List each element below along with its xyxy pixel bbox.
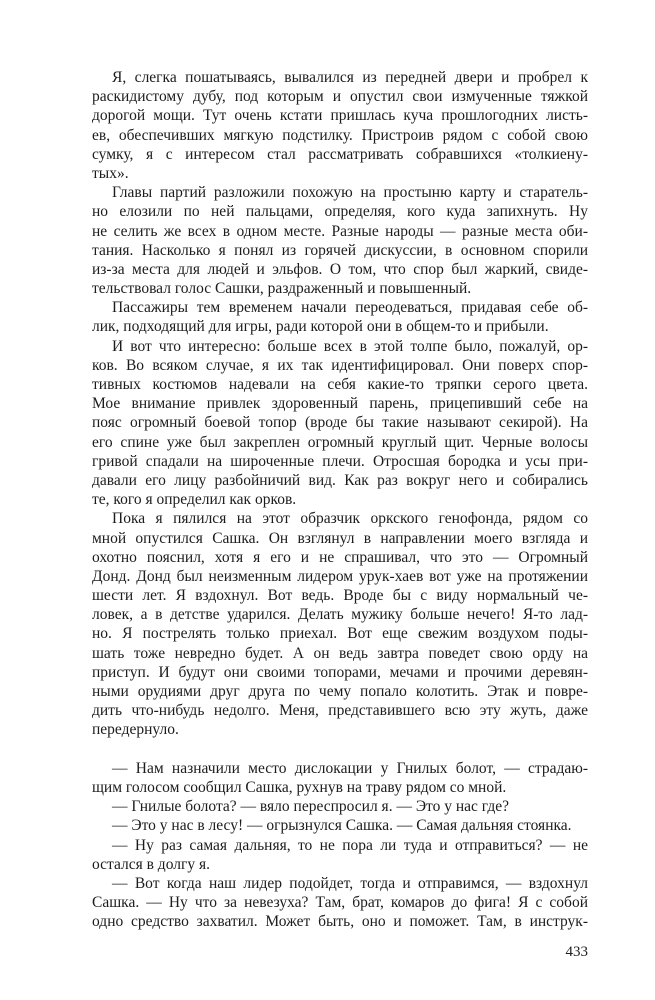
paragraph [92, 509, 588, 739]
text-line: дорогой мощи. Тут очень кстати пришлась куча прошлогодних листь- [92, 107, 588, 125]
text-line: — Ну раз самая дальняя, то не пора ли туда и отправиться? — не [112, 836, 588, 854]
paragraph [92, 759, 588, 797]
text-line: ков. Во всяком случае, я их так идентифицировал. Они поверх спор- [92, 356, 588, 374]
text-line: — Нам назначили место дислокации у Гнилых болот, — страдаю- [112, 759, 588, 777]
text-line: тельствовал голос Сашки, раздраженный и повышенный. [92, 280, 472, 298]
text-line: И вот что интересно: больше всех в этой толпе было, пожалуй, ор- [112, 337, 588, 355]
paragraph [92, 298, 588, 336]
text-line: мной опустился Сашка. Он взглянул в направлении моего взгляда и [92, 529, 588, 547]
text-line: пояс огромный боевой топор (вроде бы такие называют секирой). На [92, 414, 588, 432]
text-line: шать тоже невредно будет. А он ведь завтра поведет свою орду на [92, 644, 588, 662]
text-line: его спине уже был закреплен огромный круглый щит. Черные волосы [92, 433, 588, 451]
text-line: но елозили по ней пальцами, определяя, кого куда запихнуть. Ну [92, 203, 588, 221]
page-number: 433 [565, 944, 588, 960]
text-line: Сашка. — Ну что за невезуха? Там, брат, комаров до фига! Я с собой [92, 894, 588, 912]
body-text [92, 68, 588, 931]
text-line: шести лет. Я вздохнул. Вот ведь. Вроде бы с виду нормальный че- [92, 587, 588, 605]
text-line: но. Я пострелять только приехал. Вот еще свежим воздухом поды- [92, 625, 588, 643]
text-line: одно средство захватил. Может быть, оно и поможет. Там, в инструк- [92, 913, 588, 931]
paragraph [92, 836, 588, 874]
text-line: Пассажиры тем временем начали переодеваться, придавая себе об- [112, 299, 588, 317]
text-line: приступ. И будут они своими топорами, мечами и прочими деревян- [92, 663, 588, 681]
text-line: остался в долгу я. [92, 855, 210, 873]
text-line: тых». [92, 164, 129, 182]
text-line: тивных костюмов надевали на себя какие-то тряпки серого цвета. [92, 376, 588, 393]
paragraph [92, 337, 588, 510]
text-line: из-за места для людей и эльфов. О том, что спор был жаркий, свиде- [92, 260, 588, 278]
text-line: не селить же всех в одном месте. Разные народы — разные места оби- [92, 222, 588, 240]
text-line: ев, обеспечивших мягкую подстилку. Пристроив рядом с собой свою [92, 126, 588, 144]
paragraph [92, 68, 588, 183]
paragraph [92, 816, 588, 835]
text-line: передернуло. [92, 721, 179, 739]
text-line: давали его лицу разбойничий вид. Как раз вокруг него и собирались [92, 471, 588, 489]
text-line: Пока я пялился на этот образчик оркского генофонда, рядом со [112, 510, 588, 528]
text-line: раскидистому дубу, под которым и опустил свои измученные тяжкой [92, 88, 588, 106]
text-line: Донд. Донд был неизменным лидером урук-хаев вот уже на протяжении [92, 567, 588, 585]
text-line: те, кого я определил как орков. [92, 491, 297, 509]
text-line: лик, подходящий для игры, ради которой они в общем-то и прибыли. [92, 318, 549, 336]
text-line: Мое внимание привлек здоровенный парень, прицепивший себе на [92, 395, 588, 413]
text-line: дить что-нибудь недолго. Меня, представившего всю эту жуть, даже [92, 702, 588, 720]
text-section [92, 68, 588, 740]
text-line: ными орудиями друг друга по чему попало колотить. Этак и повре- [92, 683, 588, 700]
text-line: охотно пояснил, хотя я его и не спрашивал, что это — Огромный [92, 548, 588, 566]
text-line: — Гнилые болота? — вяло переспросил я. — Это у нас где? [112, 798, 510, 816]
text-line: Я, слегка пошатываясь, вывалился из передней двери и пробрел к [112, 69, 588, 86]
text-line: тания. Насколько я понял из горячей дискуссии, в основном спорили [92, 241, 588, 259]
text-line: сумку, я с интересом стал рассматривать собравшихся «толкиену- [92, 145, 588, 163]
paragraph [92, 874, 588, 932]
text-line: — Вот когда наш лидер подойдет, тогда и отправимся, — вздохнул [112, 874, 588, 892]
paragraph [92, 183, 588, 298]
text-line: щим голосом сообщил Сашка, рухнув на траву рядом со мной. [92, 778, 507, 796]
text-line: — Это у нас в лесу! — огрызнулся Сашка. — Самая дальняя стоянка. [112, 817, 572, 835]
text-line: ловек, а в детстве ударился. Делать мужику больше нечего! Я-то лад- [92, 606, 588, 624]
text-line: Главы партий разложили похожую на простыню карту и старатель- [112, 184, 588, 202]
text-line: гривой спадали на широченные плечи. Отросшая бородка и усы при- [92, 452, 588, 470]
paragraph [92, 797, 588, 816]
text-section [92, 759, 588, 932]
